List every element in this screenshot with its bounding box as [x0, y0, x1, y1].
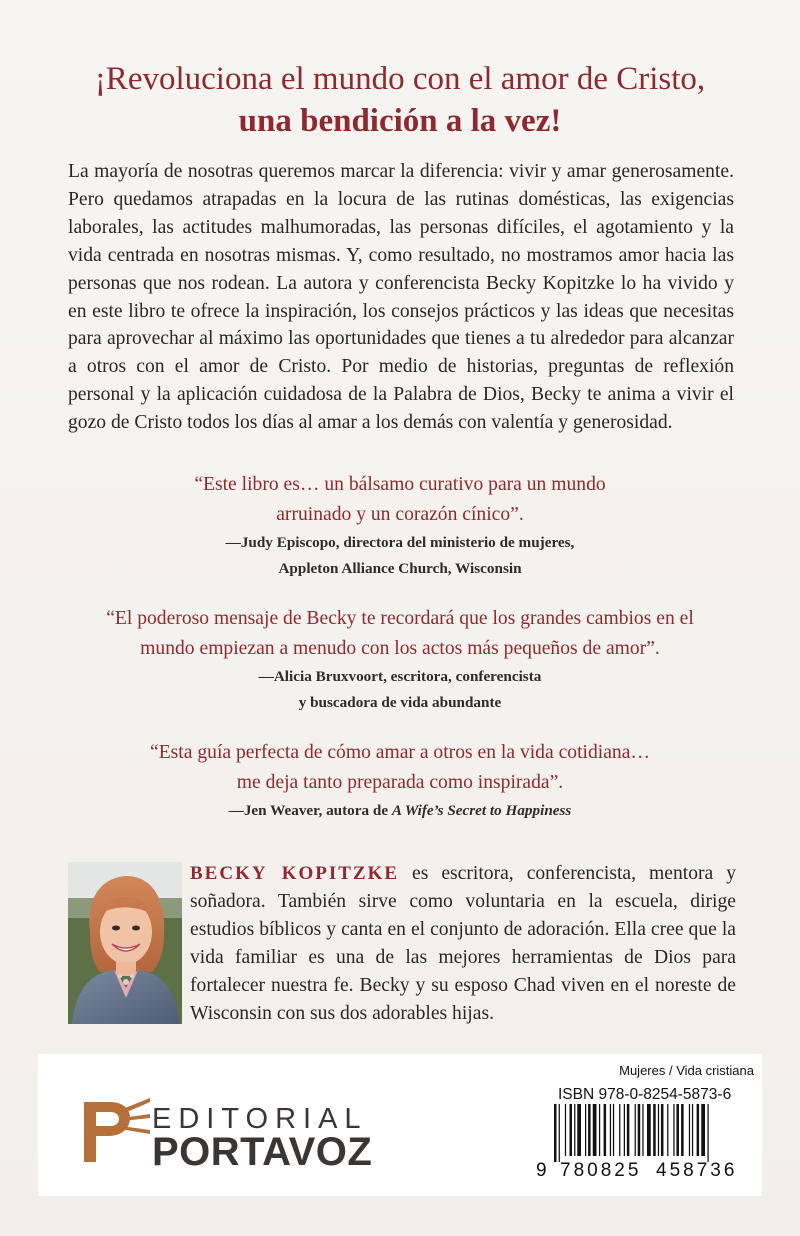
endorsement-2-attribution-1: —Alicia Bruxvoort, escritora, conferencista	[258, 668, 542, 685]
synopsis-paragraph: La mayoría de nosotras queremos marcar la diferencia: vivir y amar generosamente. Pero quedamos atrapadas en la locura de las rutinas domésticas, las exigencias laborales, las actitudes malhumoradas, las personas difíciles, el agotamiento y la vida centrada en nosotras mismas. Y, como resultado, no mostramos amor hacia las personas que nos rodean. La autora y conferencista Becky Kopitzke lo ha vivido y en este libro te ofrece la inspiración, los consejos prácticos y las ideas que necesitas para aprovechar al máximo las oportunidades que tienes a tu alrededor para alcanzar a otros con el amor de Cristo. Por medio de historias, preguntas de reflexión personal y la aplicación cuidadosa de la Palabra de Dios, Becky te anima a vivir el gozo de Cristo todos los días al amar a los demás con valentía y generosidad.	[68, 161, 734, 434]
endorsement-1-attribution-1: —Judy Episcopo, directora del ministerio de mujeres,	[225, 534, 575, 551]
barcode-bar	[697, 1104, 700, 1156]
barcode-bar	[638, 1104, 641, 1156]
portavoz-logo-icon	[62, 1088, 152, 1168]
barcode-bar	[642, 1104, 643, 1156]
barcode-bar	[613, 1104, 614, 1156]
endorsement-2-quote-line-1: “El poderoso mensaje de Becky te recordará que los grandes cambios en el	[106, 608, 694, 629]
barcode-bar	[676, 1104, 679, 1156]
barcode-bar	[565, 1104, 566, 1156]
endorsement-3	[70, 738, 730, 824]
barcode	[536, 1104, 758, 1162]
endorsement-1-attribution-2: Appleton Alliance Church, Wisconsin	[278, 560, 522, 577]
barcode-bar	[681, 1104, 684, 1156]
barcode-bar	[627, 1104, 630, 1156]
endorsement-1-quote-line-2: arruinado y un corazón cínico”.	[276, 504, 524, 525]
barcode-digit-first: 9	[536, 1160, 550, 1181]
barcode-bar	[559, 1104, 560, 1162]
barcode-bar	[588, 1104, 591, 1156]
endorsement-2	[70, 604, 730, 716]
endorsement-1-quote-line-1: “Este libro es… un bálsamo curativo para un mundo	[194, 474, 606, 495]
author-bio	[190, 860, 736, 1028]
isbn-label: ISBN 978-0-8254-5873-6	[558, 1086, 732, 1103]
publisher-name-line-1: EDITORIAL	[152, 1103, 368, 1135]
barcode-bar	[593, 1104, 597, 1156]
author-photo	[68, 862, 182, 1024]
barcode-bar	[707, 1104, 708, 1162]
endorsement-3-quote-line-2: me deja tanto preparada como inspirada”.	[236, 772, 564, 793]
barcode-bar	[554, 1104, 557, 1162]
endorsement-3-book-title: A Wife’s Secret to Happiness	[391, 802, 572, 819]
barcode-bar	[599, 1104, 600, 1156]
barcode-bar	[610, 1104, 611, 1156]
barcode-bar	[570, 1104, 573, 1156]
author-photo-illustration	[68, 862, 182, 1024]
barcode-bar	[667, 1104, 668, 1156]
author-bio-text: es escritora, conferencista, mentora y soñadora. También sirve como voluntaria en la escuela, dirige estudios bíblicos y canta en el conjunto de adoración. Ella cree que la vida familiar es una de las mejores herramientas de Dios para fortalecer nuestra fe. Becky y su esposo Chad viven en el noreste de Wisconsin con sus dos adorables hijas.	[190, 863, 736, 1024]
endorsement-2-attribution-2: y buscadora de vida abundante	[298, 694, 502, 711]
barcode-bar	[653, 1104, 656, 1156]
barcode-bar	[661, 1104, 664, 1156]
barcode-bar	[647, 1104, 651, 1156]
barcode-bar	[673, 1104, 674, 1156]
barcode-bar	[689, 1104, 690, 1156]
barcode-bar	[574, 1104, 575, 1156]
headline-line-2: una bendición a la vez!	[238, 103, 562, 139]
barcode-bar	[635, 1104, 636, 1156]
book-category: Mujeres / Vida cristiana	[619, 1063, 754, 1078]
barcode-bar	[577, 1104, 581, 1156]
barcode-digits-right: 458736	[656, 1160, 738, 1181]
barcode-digits	[536, 1160, 758, 1182]
headline	[40, 58, 760, 142]
barcode-bar	[701, 1104, 705, 1156]
endorsement-3-attribution	[70, 798, 730, 824]
author-name: BECKY KOPITZKE	[190, 863, 400, 884]
barcode-bar	[624, 1104, 625, 1156]
endorsement-2-quote-line-2: mundo empiezan a menudo con los actos más pequeños de amor”.	[140, 638, 660, 659]
endorsement-3-quote-line-1: “Esta guía perfecta de cómo amar a otros en la vida cotidiana…	[150, 742, 650, 763]
barcode-bar	[604, 1104, 607, 1156]
barcode-bar	[658, 1104, 659, 1156]
barcode-bar	[585, 1104, 586, 1156]
barcode-digits-left: 780825	[560, 1160, 642, 1181]
endorsement-3-attribution-author: —Jen Weaver, autora de	[228, 802, 392, 819]
barcode-bar	[692, 1104, 693, 1156]
publisher-name-line-2: PORTAVOZ	[152, 1130, 373, 1174]
barcode-bar	[619, 1104, 620, 1156]
headline-line-1: ¡Revoluciona el mundo con el amor de Cristo,	[94, 61, 706, 97]
endorsement-1	[70, 470, 730, 582]
